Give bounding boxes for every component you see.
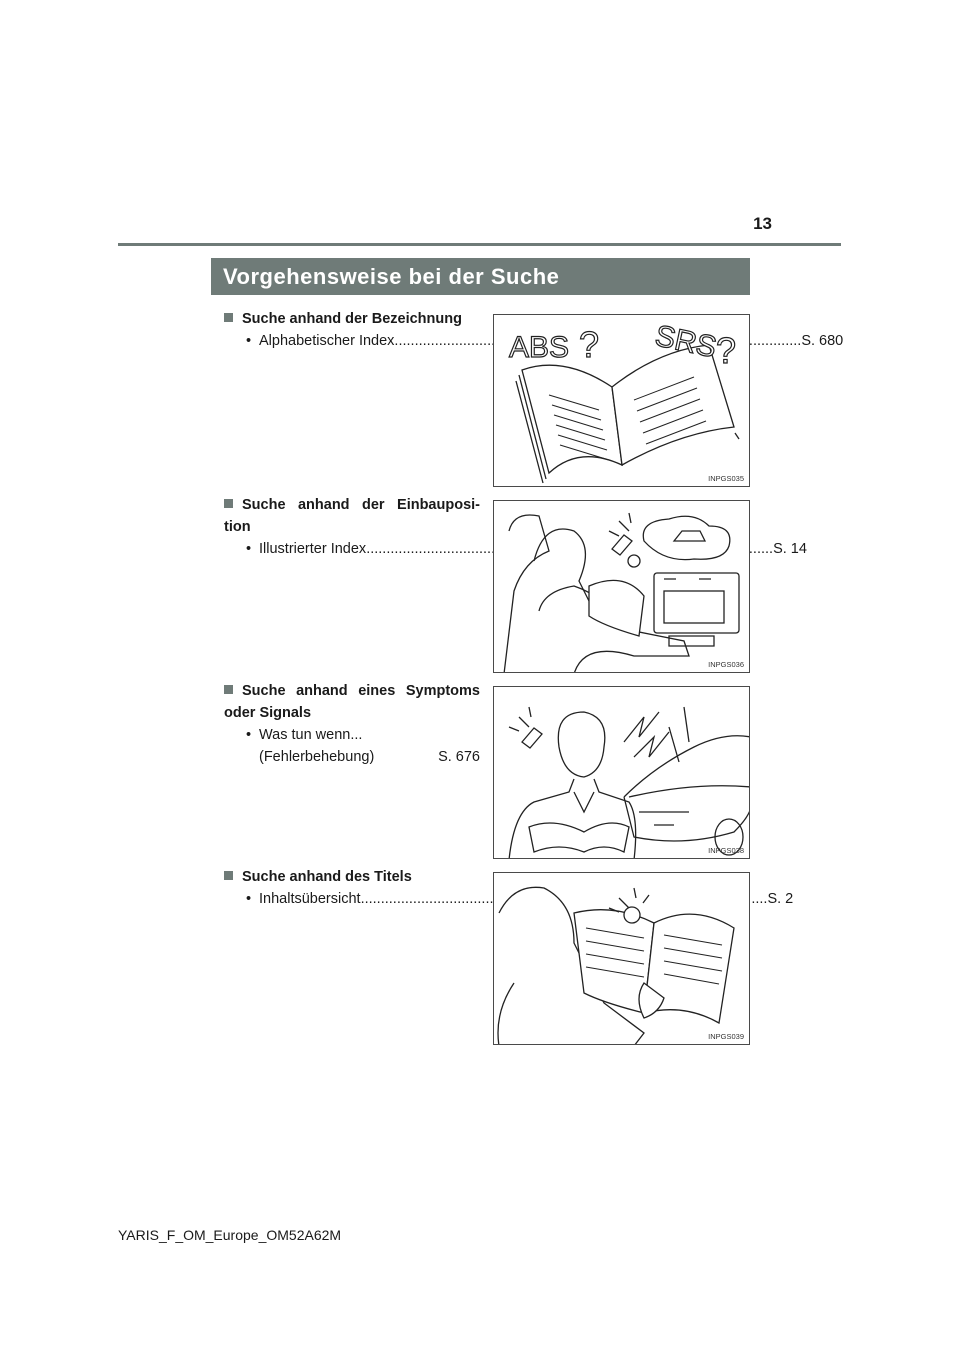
entry-reference <box>224 538 807 560</box>
entry-heading: Suche anhand der Bezeichnung <box>224 308 480 330</box>
reference-page: S. 676 <box>438 749 480 765</box>
reference-page: S. 680 <box>801 333 844 349</box>
srs-label: SRS <box>652 319 720 365</box>
square-bullet-icon <box>224 313 233 322</box>
entry-heading: Suche anhand der Einbauposi-tion <box>224 497 480 535</box>
square-bullet-icon <box>224 499 233 508</box>
bullet-icon: • <box>246 891 252 907</box>
header-rule <box>118 243 841 246</box>
bullet-icon: • <box>246 727 252 743</box>
reference-label: Alphabetischer Index <box>259 333 395 349</box>
entry-heading: Suche anhand eines Symptoms oder Signals <box>224 683 480 721</box>
image-code: INPGS038 <box>708 846 744 855</box>
illustration-symptom-car <box>493 686 750 859</box>
image-code: INPGS039 <box>708 1032 744 1041</box>
reference-label: Was tun wenn... <box>259 727 363 743</box>
entry-search-by-title <box>224 866 794 910</box>
entry-reference-sub <box>224 746 480 768</box>
page-number: 13 <box>753 214 772 233</box>
abs-label: ABS <box>509 331 570 364</box>
reference-sub-label: (Fehlerbehebung) <box>259 749 375 765</box>
illustration-driver-console <box>493 500 750 673</box>
entry-search-by-symptom <box>224 680 480 768</box>
reference-page: S. 2 <box>767 891 794 907</box>
image-code: INPGS035 <box>708 474 744 483</box>
square-bullet-icon <box>224 871 233 880</box>
entry-reference <box>224 888 794 910</box>
entry-reference <box>224 724 480 746</box>
image-code: INPGS036 <box>708 660 744 669</box>
illustration-open-book <box>493 314 750 487</box>
reference-label: Illustrierter Index <box>259 541 367 557</box>
abs-question-icon: ? <box>579 324 600 365</box>
reference-page: S. 14 <box>773 541 807 557</box>
square-bullet-icon <box>224 685 233 694</box>
bullet-icon: • <box>246 541 252 557</box>
section-title: Vorgehensweise bei der Suche <box>211 258 750 295</box>
leader-dots <box>374 746 438 768</box>
entry-heading: Suche anhand des Titels <box>224 866 480 888</box>
bullet-icon: • <box>246 333 252 349</box>
illustration-reading-contents <box>493 872 750 1045</box>
reference-label: Inhaltsübersicht <box>259 891 361 907</box>
entry-search-by-position <box>224 494 807 560</box>
footer-doc-code: YARIS_F_OM_Europe_OM52A62M <box>118 1227 342 1243</box>
srs-question-icon: ? <box>716 330 737 371</box>
